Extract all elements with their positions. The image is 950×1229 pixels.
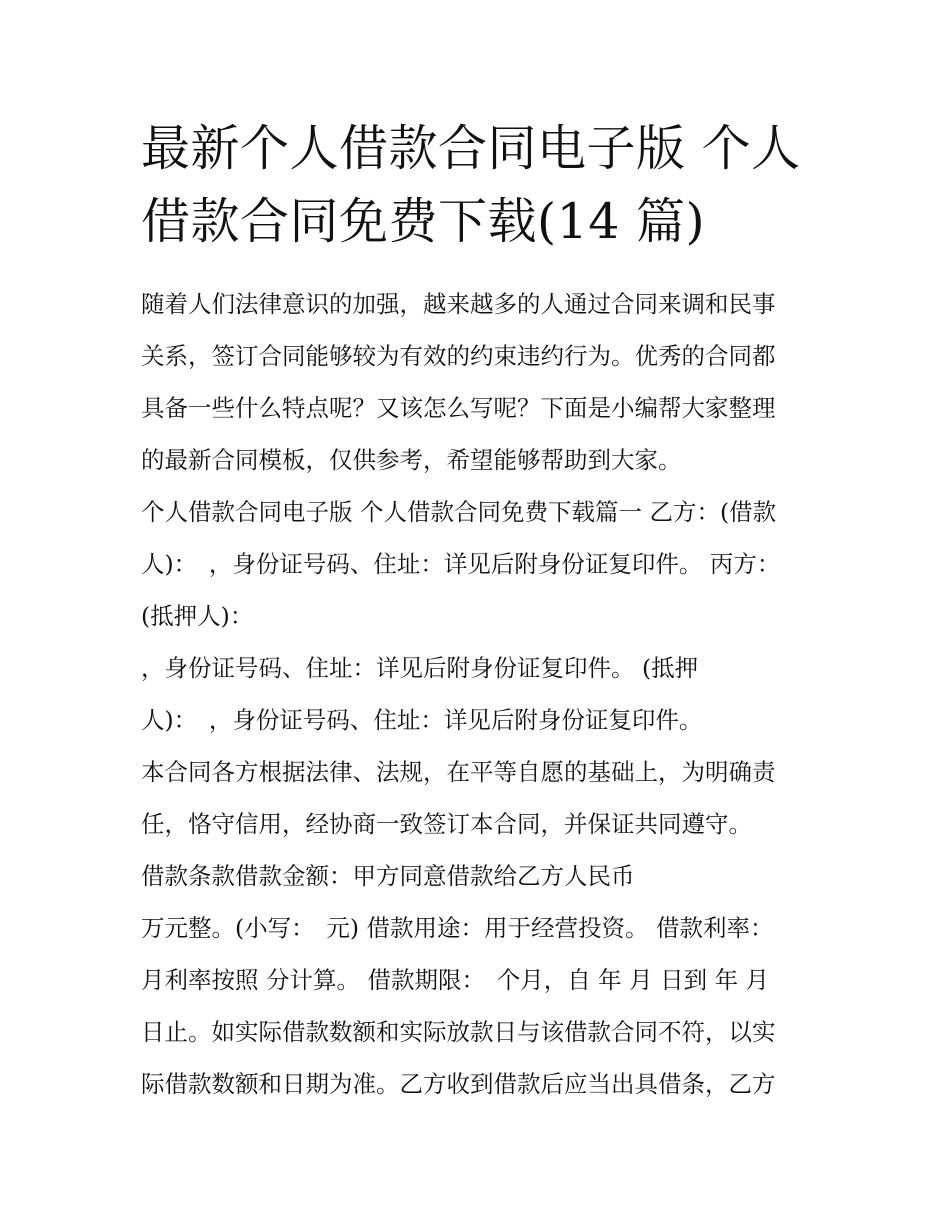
document-title [141,112,821,258]
body-line: ，身份证号码、住址：详见后附身份证复印件。 (抵押 [141,654,699,682]
body-line: (抵押人)： [141,602,254,630]
body-line: 关系，签订合同能够较为有效的约束违约行为。优秀的合同都 [141,342,776,370]
body-line: 的最新合同模板，仅供参考，希望能够帮助到大家。 [141,446,682,474]
title-line: 借款合同免费下载(14 篇) [141,193,706,250]
body-line: 月利率按照 分计算。 借款期限： 个月，自 年 月 日到 年 月 [141,966,770,994]
document-body [141,278,821,1110]
body-line: 万元整。(小写： 元) 借款用途：用于经营投资。 借款利率： [141,914,774,942]
body-line: 具备一些什么特点呢？又该怎么写呢？下面是小编帮大家整理 [141,394,776,422]
body-line: 人)： ，身份证号码、住址：详见后附身份证复印件。 丙方： [141,550,781,578]
title-line: 最新个人借款合同电子版 个人 [141,120,801,177]
body-line: 随着人们法律意识的加强，越来越多的人通过合同来调和民事 [141,290,776,318]
body-line: 任，恪守信用，经协商一致签订本合同，并保证共同遵守。 [141,810,752,838]
body-line: 本合同各方根据法律、法规，在平等自愿的基础上，为明确责 [141,758,776,786]
body-line: 人)： ，身份证号码、住址：详见后附身份证复印件。 [141,706,703,734]
body-line: 个人借款合同电子版 个人借款合同免费下载篇一 乙方：(借款 [141,498,777,526]
body-line: 借款条款借款金额：甲方同意借款给乙方人民币 [141,862,635,890]
body-line: 际借款数额和日期为准。乙方收到借款后应当出具借条，乙方 [141,1070,776,1098]
body-line: 日止。如实际借款数额和实际放款日与该借款合同不符，以实 [141,1018,776,1046]
